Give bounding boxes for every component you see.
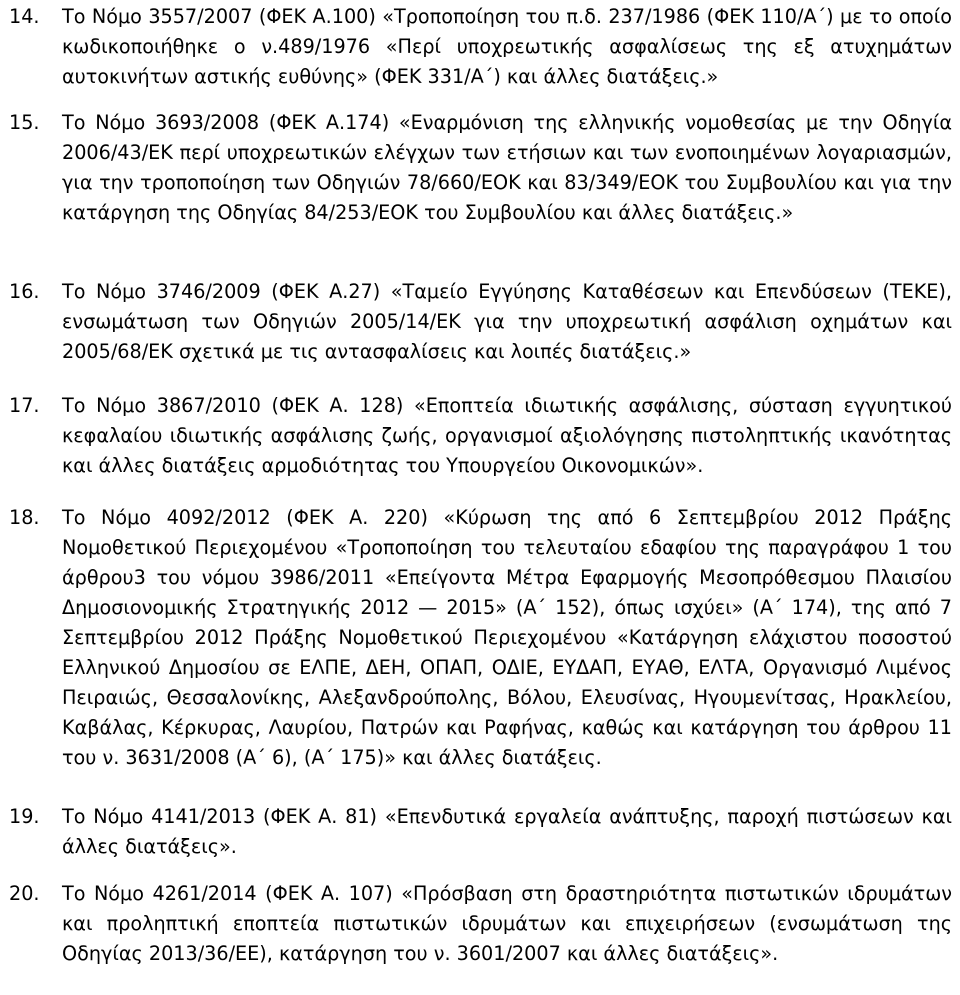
list-item-15 — [0, 108, 960, 228]
list-item-17 — [0, 391, 960, 481]
list-item-18 — [0, 503, 960, 773]
item-number: 15. — [9, 111, 40, 134]
item-text: Το Νόμο 4261/2014 (ΦΕΚ Α. 107) «Πρόσβαση στη δραστηριότητα πιστωτικών ιδρυμάτων και προληπτική εποπτεία πιστωτικών ιδρυμάτων και επιχειρήσεων (ενσωμάτωση της Οδηγίας 2013/36/ΕΕ), κατάργηση του ν. 3601/2007 και άλλες διατάξεις». — [62, 882, 952, 965]
item-text: Το Νόμο 3557/2007 (ΦΕΚ Α.100) «Τροποποίηση του π.δ. 237/1986 (ΦΕΚ 110/Α΄) με το οποίο κωδικοποιήθηκε ο ν.489/1976 «Περί υποχρεωτικής ασφαλίσεως της εξ ατυχημάτων αυτοκινήτων αστικής ευθύνης» (ΦΕΚ 331/Α΄) και άλλες διατάξεις.» — [62, 5, 952, 88]
item-number: 16. — [9, 280, 40, 303]
item-text: Το Νόμο 4092/2012 (ΦΕΚ Α. 220) «Κύρωση της από 6 Σεπτεμβρίου 2012 Πράξης Νομοθετικού Περιεχομένου «Τροποποίηση του τελευταίου εδαφίου της παραγράφου 1 του άρθρου3 του νόμου 3986/2011 «Επείγοντα Μέτρα Εφαρμογής Μεσοπρόθεσμου Πλαισίου Δημοσιονομικής Στρατηγικής 2012 — 2015» (Α΄ 152), όπως ισχύει» (Α΄ 174), της από 7 Σεπτεμβρίου 2012 Πράξης Νομοθετικού Περιεχομένου «Κατάργηση ελάχιστου ποσοστού Ελληνικού Δημοσίου σε ΕΛΠΕ, ΔΕΗ, ΟΠΑΠ, ΟΔΙΕ, ΕΥΔΑΠ, ΕΥΑΘ, ΕΛΤΑ, Οργανισμό Λιμένος Πειραιώς, Θεσσαλονίκης, Αλεξανδρούπολης, Βόλου, Ελευσίνας, Ηγουμενίτσας, Ηρακλείου, Καβάλας, Κέρκυρας, Λαυρίου, Πατρών και Ραφήνας, καθώς και κατάργηση του άρθρου 11 του ν. 3631/2008 (Α΄ 6), (Α΄ 175)» και άλλες διατάξεις. — [62, 506, 952, 769]
item-text: Το Νόμο 3693/2008 (ΦΕΚ Α.174) «Εναρμόνιση της ελληνικής νομοθεσίας με την Οδηγία 2006/43/ΕΚ περί υποχρεωτικών ελέγχων των ετήσιων και των ενοποιημένων λογαριασμών, για την τροποποίηση των Οδηγιών 78/660/ΕΟΚ και 83/349/ΕΟΚ του Συμβουλίου και για την κατάργηση της Οδηγίας 84/253/ΕΟΚ του Συμβουλίου και άλλες διατάξεις.» — [62, 111, 952, 224]
item-number: 20. — [9, 882, 40, 905]
list-item-14 — [0, 2, 960, 92]
item-number: 14. — [9, 5, 40, 28]
item-text: Το Νόμο 3867/2010 (ΦΕΚ Α. 128) «Εποπτεία ιδιωτικής ασφάλισης, σύσταση εγγυητικού κεφαλαίου ιδιωτικής ασφάλισης ζωής, οργανισμοί αξιολόγησης πιστοληπτικής ικανότητας και άλλες διατάξεις αρμοδιότητας του Υπουργείου Οικονομικών». — [62, 394, 952, 477]
item-text: Το Νόμο 4141/2013 (ΦΕΚ Α. 81) «Επενδυτικά εργαλεία ανάπτυξης, παροχή πιστώσεων και άλλες διατάξεις». — [62, 805, 952, 858]
list-item-20 — [0, 879, 960, 969]
list-item-19 — [0, 802, 960, 862]
item-text: Το Νόμο 3746/2009 (ΦΕΚ Α.27) «Ταμείο Εγγύησης Καταθέσεων και Επενδύσεων (ΤΕΚΕ), ενσωμάτωση των Οδηγιών 2005/14/ΕΚ για την υποχρεωτική ασφάλιση οχημάτων και 2005/68/ΕΚ σχετικά με τις αντασφαλίσεις και λοιπές διατάξεις.» — [62, 280, 952, 363]
list-item-16 — [0, 277, 960, 367]
item-number: 17. — [9, 394, 40, 417]
item-number: 18. — [9, 506, 40, 529]
item-number: 19. — [9, 805, 40, 828]
